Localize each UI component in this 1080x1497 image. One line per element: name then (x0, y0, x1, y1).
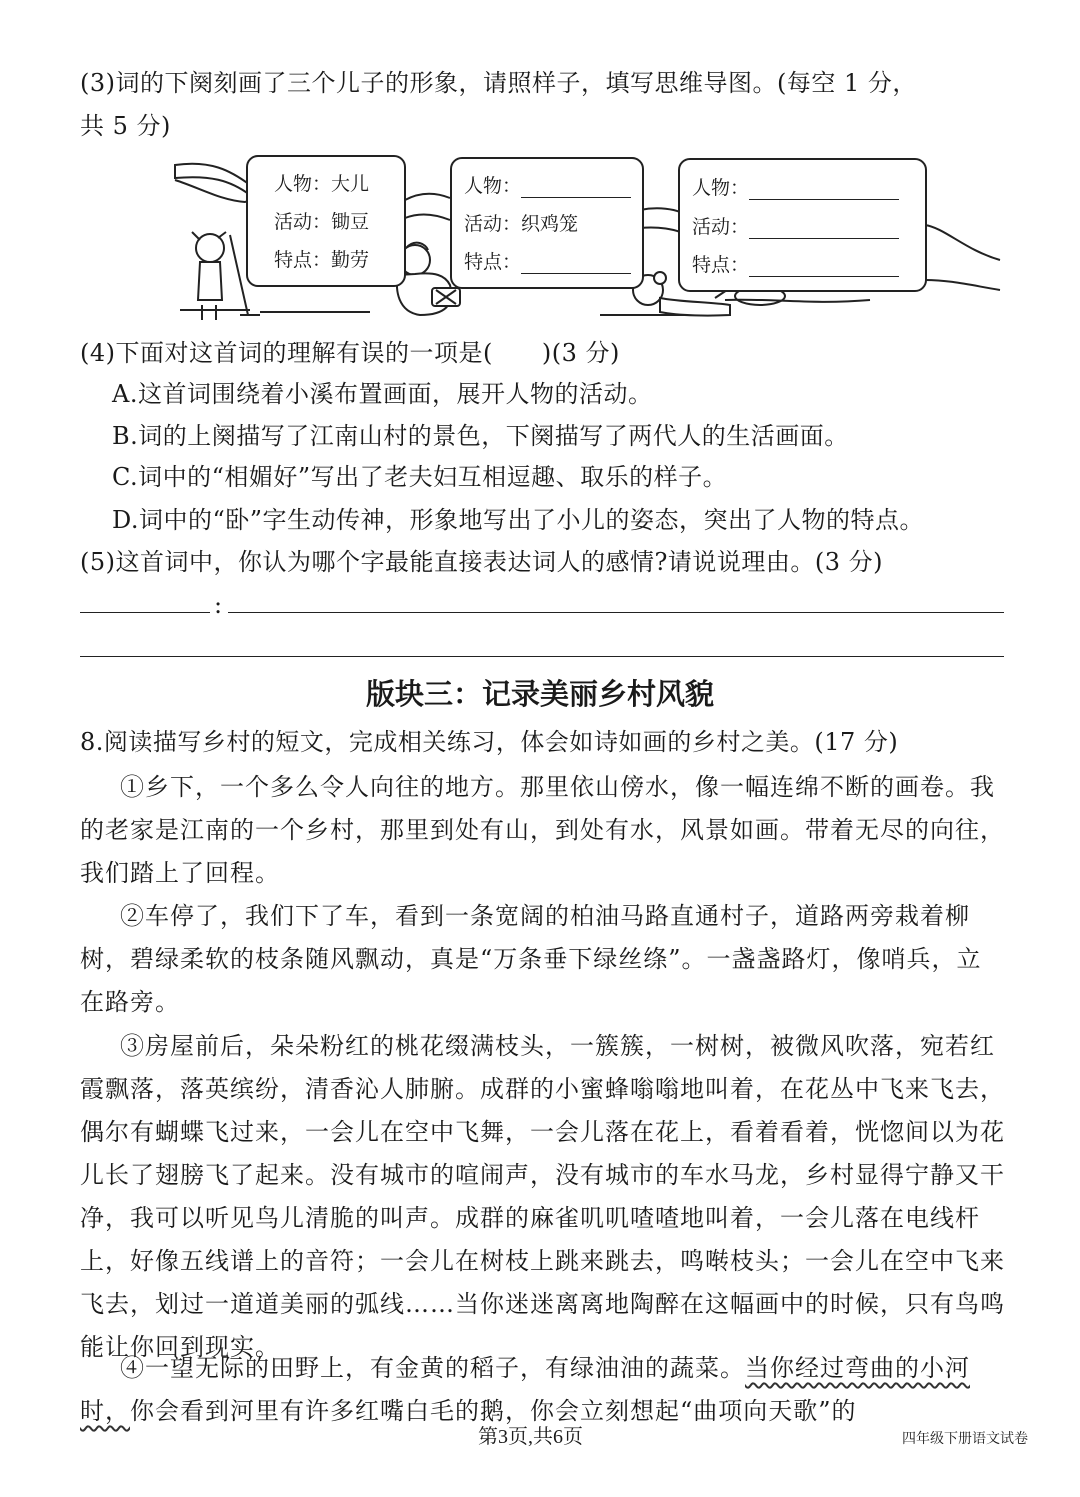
paragraph-4-start: ④一望无际的田野上，有金黄的稻子，有绿油油的蔬菜。 (120, 1354, 745, 1382)
q8-stem: 8.阅读描写乡村的短文，完成相关练习，体会如诗如画的乡村之美。(17 分) (80, 728, 899, 756)
connector-2 (640, 208, 680, 212)
q4-option-a: A.这首词围绕着小溪布置画面，展开人物的活动。 (112, 380, 653, 408)
answer-blank[interactable] (521, 255, 631, 274)
mind-map-card-youngest (678, 158, 927, 292)
q3-stem-line2: 共 5 分) (80, 112, 171, 140)
answer-line-reason-2[interactable] (80, 656, 1004, 657)
mind-map-card-eldest (246, 155, 406, 287)
ground-line (180, 300, 870, 315)
connector-3 (925, 225, 1000, 260)
answer-line-char[interactable] (80, 612, 210, 613)
connector-1 (405, 194, 450, 200)
card-label: 特点： (274, 249, 332, 271)
connector-1b (405, 214, 450, 220)
card-value: 织鸡笼 (521, 213, 579, 235)
passage-paragraph-4 (80, 1347, 1005, 1433)
card-label: 人物： (692, 177, 750, 199)
answer-blank[interactable] (749, 181, 899, 200)
mind-map-card-second (450, 157, 644, 289)
card-label: 活动： (464, 213, 522, 235)
answer-line-reason[interactable] (228, 612, 1004, 613)
connector-3b (925, 280, 1000, 290)
q4-option-d: D.词中的“卧”字生动传神，形象地写出了小儿的姿态，突出了人物的特点。 (112, 506, 925, 534)
q3-stem-line1: (3)词的下阕刻画了三个儿子的形象，请照样子，填写思维导图。(每空 1 分， (80, 69, 917, 97)
wavy-underlined-phrase: 当你经过弯曲的小河时， (80, 1354, 970, 1425)
page-number: 第3页,共6页 (478, 1426, 583, 1448)
answer-blank[interactable] (749, 220, 899, 239)
card-value: 锄豆 (331, 211, 370, 233)
answer-colon: : (214, 591, 223, 619)
paragraph-4-end: 你会看到河里有许多红嘴白毛的鹅，你会立刻想起“曲项向天歌”的 (130, 1397, 857, 1425)
card-label: 人物： (274, 173, 332, 195)
q4-stem: (4)下面对这首词的理解有误的一项是( )(3 分) (80, 339, 620, 367)
card-value: 大儿 (331, 173, 370, 195)
connector-2b (640, 227, 680, 232)
card-label: 人物： (464, 175, 522, 197)
passage-paragraph-3: ③房屋前后，朵朵粉红的桃花缀满枝头，一簇簇，一树树，被微风吹落，宛若红霞飘落，落英缤纷，清香沁人肺腑。成群的小蜜蜂嗡嗡地叫着，在花丛中飞来飞去，偶尔有蝴蝶飞过来，一会儿在空中飞舞，一会儿落在花上，看着看着，恍惚间以为花儿长了翅膀飞了起来。没有城市的喧闹声，没有城市的车水马龙，乡村显得宁静又干净，我可以听见鸟儿清脆的叫声。成群的麻雀叽叽喳喳地叫着，一会儿落在电线杆上，好像五线谱上的音符；一会儿在树枝上跳来跳去，鸣啭枝头；一会儿在空中飞来飞去，划过一道道美丽的弧线……当你迷迷离离地陶醉在这幅画中的时候，只有鸟鸣能让你回到现实。 (80, 1032, 1005, 1361)
stream-path-upper (175, 164, 250, 195)
answer-blank[interactable] (749, 258, 899, 277)
card-value: 勤劳 (331, 249, 370, 271)
exam-title: 四年级下册语文试卷 (902, 1431, 1028, 1447)
passage-paragraph-1: ①乡下，一个多么令人向往的地方。那里依山傍水，像一幅连绵不断的画卷。我的老家是江南的一个乡村，那里到处有山，到处有水，风景如画。带着无尽的向往，我们踏上了回程。 (80, 773, 1005, 887)
card-label: 活动： (692, 216, 750, 238)
section-title: 版块三：记录美丽乡村风貌 (365, 677, 714, 711)
card-label: 特点： (692, 254, 750, 276)
q4-option-c: C.词中的“相媚好”写出了老夫妇互相逗趣、取乐的样子。 (112, 463, 728, 491)
q4-option-b: B.词的上阕描写了江南山村的景色，下阕描写了两代人的生活画面。 (112, 422, 849, 450)
q5-stem: (5)这首词中，你认为哪个字最能直接表达词人的感情?请说说理由。(3 分) (80, 548, 883, 576)
passage-paragraph-2: ②车停了，我们下了车，看到一条宽阔的柏油马路直通村子，道路两旁栽着柳树，碧绿柔软的枝条随风飘动，真是“万条垂下绿丝绦”。一盏盏路灯，像哨兵，立在路旁。 (80, 902, 982, 1016)
card-label: 活动： (274, 211, 332, 233)
answer-blank[interactable] (521, 179, 631, 198)
card-label: 特点： (464, 251, 522, 273)
stream-path (175, 180, 250, 202)
